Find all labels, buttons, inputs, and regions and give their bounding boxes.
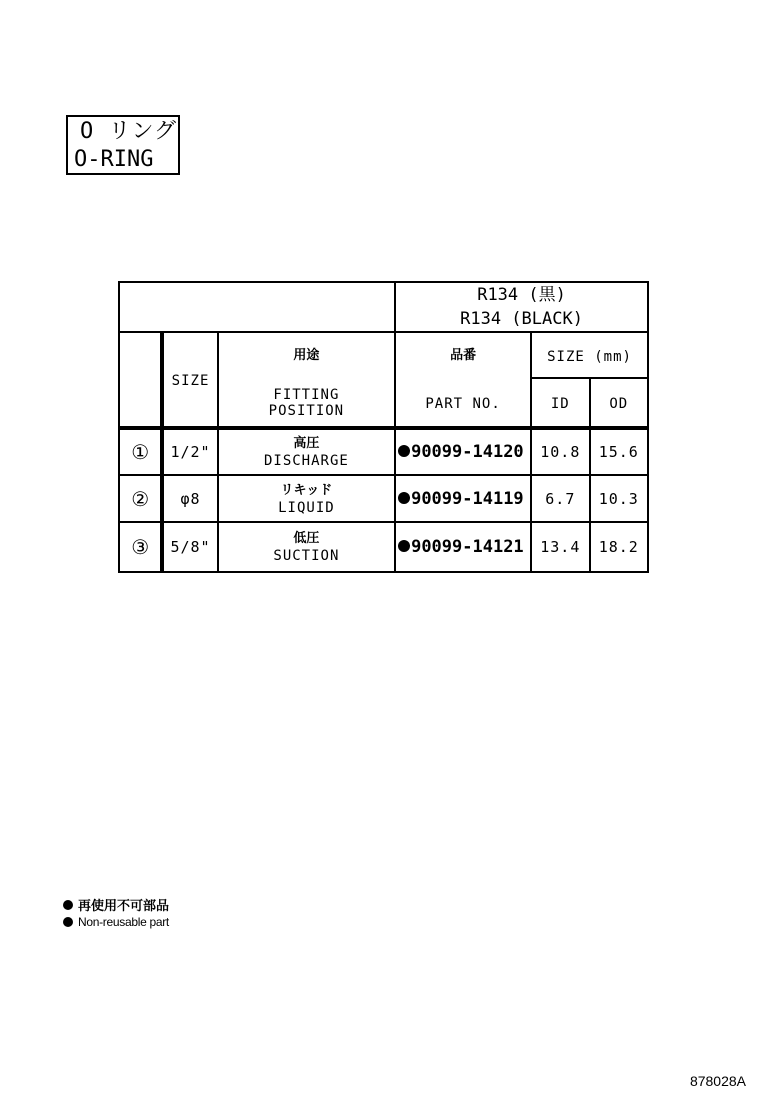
row-id: 6.7 <box>531 475 589 522</box>
non-reusable-dot-icon <box>398 492 410 504</box>
row-id: 10.8 <box>531 428 589 475</box>
blank-header-cell <box>119 282 395 332</box>
row-size: 5/8" <box>162 522 217 572</box>
od-header: OD <box>609 396 629 412</box>
legend-en: Non-reusable part <box>78 914 169 929</box>
row-fitting-en: SUCTION <box>273 548 340 564</box>
row-part-number <box>395 428 531 475</box>
row-fitting-en: LIQUID <box>278 499 335 516</box>
title-en: O-RING <box>74 147 154 172</box>
part-header-jp: 品番 <box>450 347 477 363</box>
bullet-icon <box>63 900 73 910</box>
table-row <box>119 475 648 522</box>
column-header-row-1 <box>119 332 648 378</box>
row-fitting <box>218 522 395 572</box>
fitting-header-jp: 用途 <box>293 348 320 363</box>
title-jp: O リング <box>80 119 178 144</box>
size-header-cell <box>162 332 217 428</box>
part-number-text: 90099-14119 <box>411 488 524 509</box>
size-mm-header-cell <box>531 332 648 378</box>
row-number: ① <box>119 428 162 475</box>
part-number-text: 90099-14121 <box>411 537 524 557</box>
row-id: 13.4 <box>531 522 589 572</box>
part-header-en-cell <box>395 378 531 428</box>
row-number: ③ <box>119 522 162 572</box>
part-header-jp-cell <box>395 332 531 378</box>
row-fitting-en: DISCHARGE <box>263 453 349 469</box>
fitting-header-cell <box>218 332 395 428</box>
legend-row-jp <box>63 896 169 913</box>
row-od: 10.3 <box>590 475 648 522</box>
row-fitting <box>218 475 395 522</box>
row-part-number <box>395 475 531 522</box>
legend-jp: 再使用不可部品 <box>78 898 170 913</box>
legend <box>63 896 169 930</box>
refrigerant-en: R134 (BLACK) <box>460 309 583 329</box>
bullet-icon <box>63 917 73 927</box>
row-fitting-jp: 低圧 <box>293 531 320 546</box>
figure-code: 878028A <box>689 1073 746 1089</box>
row-od: 15.6 <box>590 428 648 475</box>
row-number: ② <box>119 475 162 522</box>
fitting-header-en-1: FITTING <box>273 387 340 403</box>
title-box <box>66 115 180 175</box>
refrigerant-jp: R134 (黒) <box>477 285 566 305</box>
part-number-text: 90099-14120 <box>411 442 524 462</box>
refrigerant-cell <box>395 282 648 332</box>
row-fitting-jp: 高圧 <box>293 436 320 451</box>
row-size: 1/2" <box>162 428 217 475</box>
row-fitting-jp: リキッド <box>280 482 333 498</box>
row-part-number <box>395 522 531 572</box>
non-reusable-dot-icon <box>398 540 410 552</box>
num-header-cell <box>119 332 162 428</box>
od-header-cell <box>590 378 648 428</box>
part-header-en: PART NO. <box>425 395 501 412</box>
row-fitting <box>218 428 395 475</box>
o-ring-spec-table <box>118 281 649 573</box>
table-row <box>119 428 648 475</box>
refrigerant-header-row <box>119 282 648 332</box>
legend-row-en <box>63 913 169 930</box>
non-reusable-dot-icon <box>398 445 410 457</box>
size-header: SIZE <box>171 373 210 389</box>
id-header-cell <box>531 378 589 428</box>
size-mm-header: SIZE (mm) <box>547 348 632 365</box>
fitting-header-en-2: POSITION <box>268 403 345 419</box>
id-header: ID <box>550 396 570 412</box>
row-size: φ8 <box>162 475 217 522</box>
row-od: 18.2 <box>590 522 648 572</box>
table-row <box>119 522 648 572</box>
